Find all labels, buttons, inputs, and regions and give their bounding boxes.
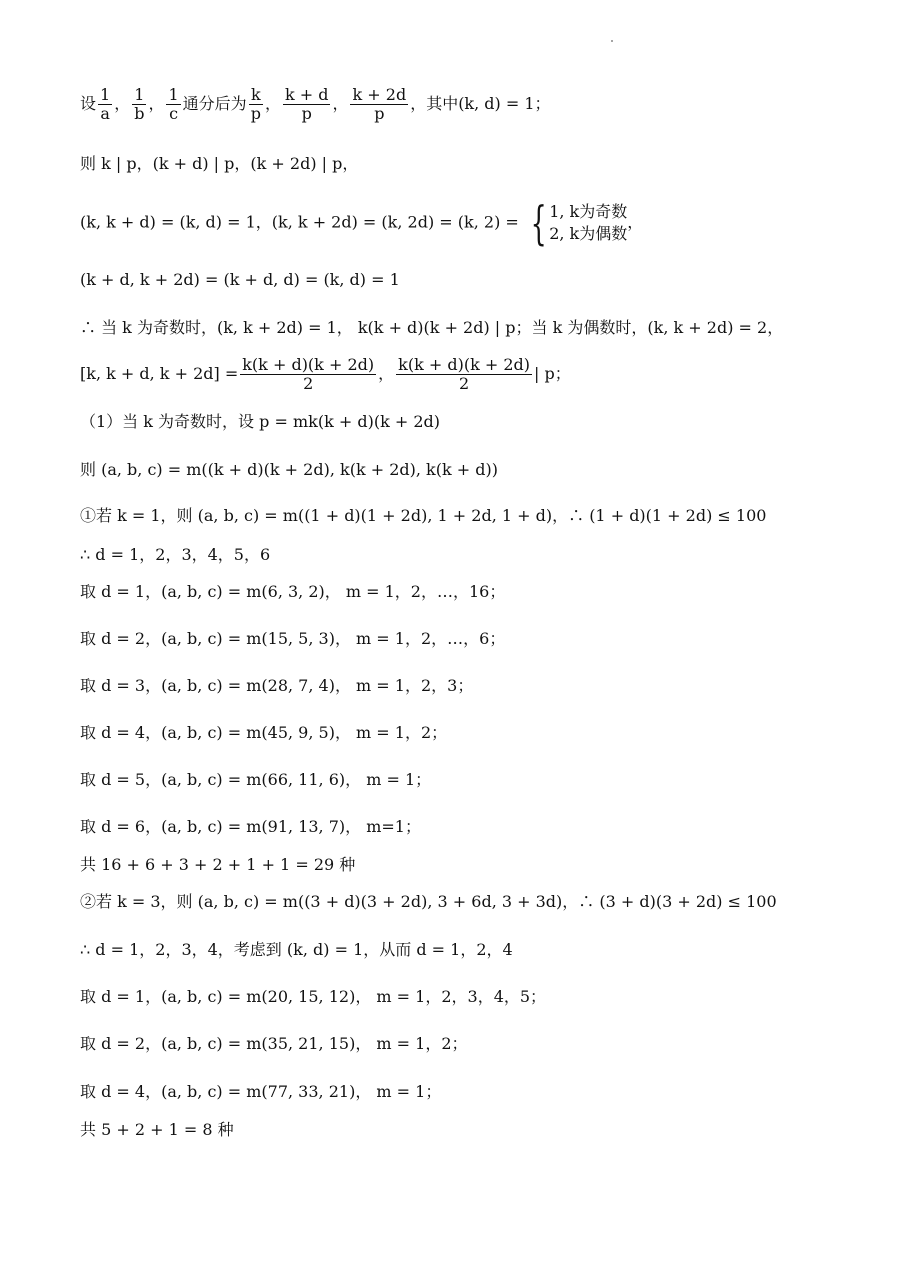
fraction: $\frac{k + d}{p}$ (284, 85, 329, 123)
fraction: $\frac{k + 2d}{p}$ (352, 85, 407, 123)
line-d2: 取 d = 2，(a, b, c) = m(15, 5, 3)， m = 1，2，…，6； (80, 629, 506, 648)
line-total-k1: 共 16 + 6 + 3 + 2 + 1 + 1 = 29 种 (80, 855, 356, 874)
line-k3-d2: 取 d = 2，(a, b, c) = m(35, 21, 15)， m = 1，2； (80, 1034, 468, 1053)
page-speck (611, 40, 613, 42)
line-abc-formula: 则 (a, b, c) = m((k + d)(k + 2d), k(k + 2d), k(k + d)) (80, 460, 498, 479)
fraction: $\frac{1}{b}$ (134, 85, 145, 123)
line-d-values: ∴ d = 1，2，3，4，5，6 (80, 545, 271, 564)
line-k3-d4: 取 d = 4，(a, b, c) = m(77, 33, 21)， m = 1； (80, 1082, 442, 1101)
line-k3: ②若 k = 3，则 (a, b, c) = m((3 + d)(3 + 2d), 3 + 6d, 3 + 3d)，∴ (3 + d)(3 + 2d) ≤ 100 (80, 892, 777, 911)
line-prefix: 设 (80, 94, 97, 113)
line-k3-d1: 取 d = 1，(a, b, c) = m(20, 15, 12)， m = 1，2，3，4，5； (80, 987, 547, 1006)
line-d4: 取 d = 4，(a, b, c) = m(45, 9, 5)， m = 1，2； (80, 723, 448, 742)
line-total-k3: 共 5 + 2 + 1 = 8 种 (80, 1120, 234, 1139)
line-k1: ①若 k = 1，则 (a, b, c) = m((1 + d)(1 + 2d), 1 + 2d, 1 + d)，∴ (1 + d)(1 + 2d) ≤ 100 (80, 506, 767, 525)
line-gcd-cases: (k, k + d) = (k, d) = 1，(k, k + 2d) = (k, 2d) = (k, 2) = { 1, k为奇数 2, k为偶数 ， (80, 196, 644, 250)
line-common-denominator: 设 $\frac{1}{a}$ ， $\frac{1}{b}$ ， $\frac{1}{c}$ 通分后为 $\frac{k}{p}$ ， $\frac{k + d}{p}$ ， $\frac{k + 2d}{p}$ ，其中(k, d) = 1； (80, 85, 551, 123)
line-divisibility: 则 k | p，(k + d) | p，(k + 2d) | p， (80, 154, 359, 173)
line-case1-heading: （1）当 k 为奇数时，设 p = mk(k + d)(k + 2d) (80, 412, 441, 431)
case-odd: 1, k为奇数 (549, 202, 628, 221)
line-parity-cases: ∴ 当 k 为奇数时，(k, k + 2d) = 1， k(k + d)(k + 2d) | p；当 k 为偶数时，(k, k + 2d) = 2， (80, 318, 784, 337)
line-d6: 取 d = 6，(a, b, c) = m(91, 13, 7)， m=1； (80, 817, 421, 836)
fraction: $\frac{1}{c}$ (168, 85, 179, 123)
fraction: $\frac{k(k + d)(k + 2d)}{2}$ (398, 355, 530, 393)
line-d3: 取 d = 3，(a, b, c) = m(28, 7, 4)， m = 1，2，3； (80, 676, 474, 695)
line-d-values-k3: ∴ d = 1，2，3，4，考虑到 (k, d) = 1，从而 d = 1，2，4 (80, 940, 513, 959)
fraction: $\frac{k(k + d)(k + 2d)}{2}$ (242, 355, 375, 393)
fraction: $\frac{1}{a}$ (100, 85, 111, 123)
line-d1: 取 d = 1，(a, b, c) = m(6, 3, 2)， m = 1，2，…，16； (80, 582, 506, 601)
fraction: $\frac{k}{p}$ (250, 85, 261, 123)
line-lcm: [k, k + d, k + 2d] = $\frac{k(k + d)(k + 2d)}{2}$ ， $\frac{k(k + d)(k + 2d)}{2}$ | p； (80, 355, 571, 393)
case-brace: { 1, k为奇数 2, k为偶数 (530, 196, 628, 250)
line-gcd-chain: (k + d, k + 2d) = (k + d, d) = (k, d) = 1 (80, 270, 400, 289)
case-even: 2, k为偶数 (549, 224, 628, 243)
line-d5: 取 d = 5，(a, b, c) = m(66, 11, 6)， m = 1； (80, 770, 432, 789)
